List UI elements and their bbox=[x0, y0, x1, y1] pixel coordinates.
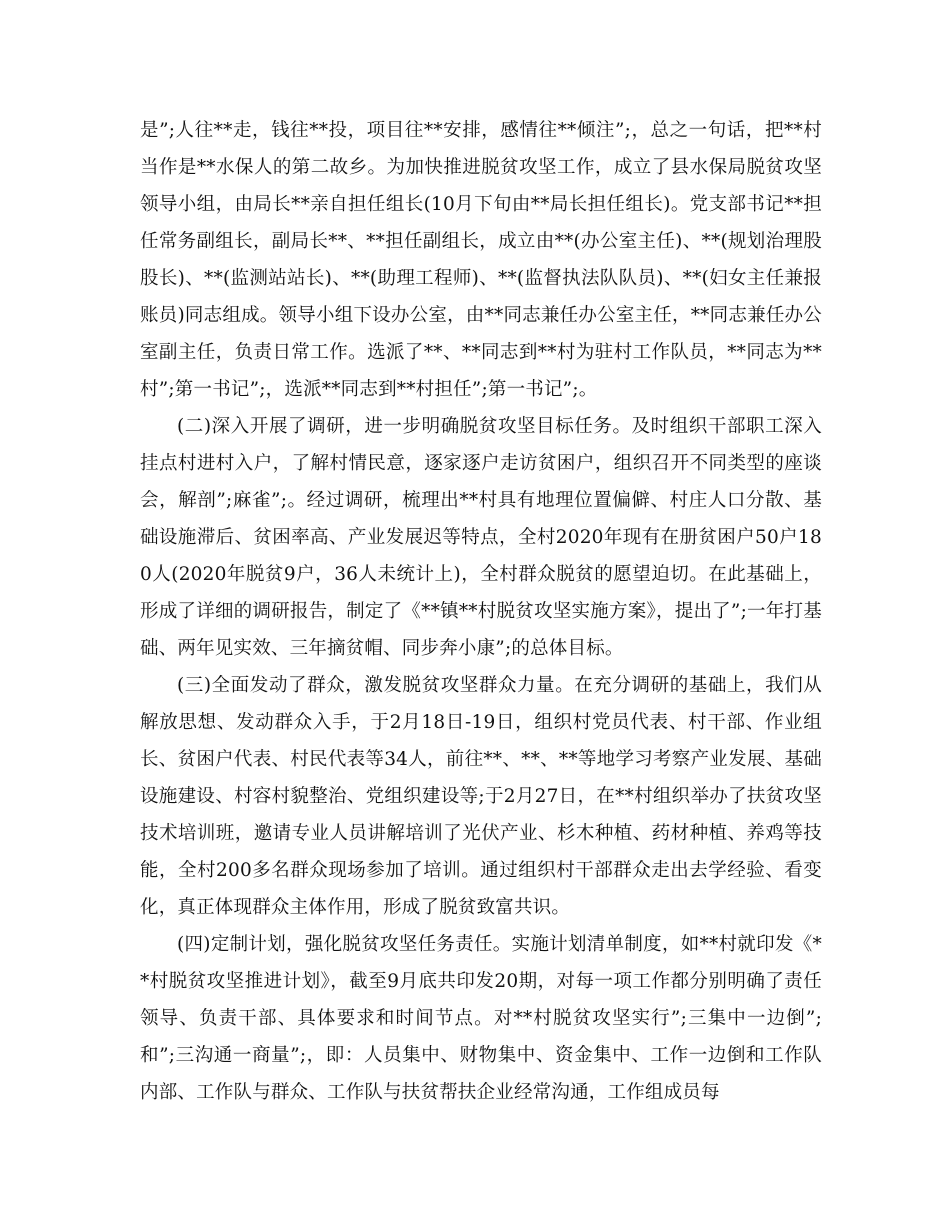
document-page bbox=[140, 112, 822, 1111]
paragraph-section-3: (三)全面发动了群众，激发脱贫攻坚群众力量。在充分调研的基础上，我们从解放思想、发动群众入手，于2月18日-19日，组织村党员代表、村干部、作业组长、贫困户代表、村民代表等34人，前往**、**、**等地学习考察产业发展、基础设施建设、村容村貌整治、党组织建设等;于2月27日，在**村组织举办了扶贫攻坚技术培训班，邀请专业人员讲解培训了光伏产业、杉木种植、药材种植、养鸡等技能，全村200多名群众现场参加了培训。通过组织村干部群众走出去学经验、看变化，真正体现群众主体作用，形成了脱贫致富共识。 bbox=[140, 675, 822, 918]
paragraph-intro-continued: 是”;人往**走，钱往**投，项目往**安排，感情往**倾注”;，总之一句话，把**村当作是**水保人的第二故乡。为加快推进脱贫攻坚工作，成立了县水保局脱贫攻坚领导小组，由局长**亲自担任组长(10月下旬由**局长担任组长)。党支部书记**担任常务副组长，副局长**、**担任副组长，成立由**(办公室主任)、**(规划治理股股长)、**(监测站站长)、**(助理工程师)、**(监督执法队队员)、**(妇女主任兼报账员)同志组成。领导小组下设办公室，由**同志兼任办公室主任，**同志兼任办公室副主任，负责日常工作。选派了**、**同志到**村为驻村工作队员，**同志为**村”;第一书记”;，选派**同志到**村担任”;第一书记”;。 bbox=[140, 120, 822, 400]
paragraph-section-4: (四)定制计划，强化脱贫攻坚任务责任。实施计划清单制度，如**村就印发《**村脱贫攻坚推进计划》，截至9月底共印发20期，对每一项工作都分别明确了责任领导、负责干部、具体要求和时间节点。对**村脱贫攻坚实行”;三集中一边倒”;和”;三沟通一商量”;，即：人员集中、财物集中、资金集中、工作一边倒和工作队内部、工作队与群众、工作队与扶贫帮扶企业经常沟通，工作组成员每 bbox=[140, 934, 822, 1103]
paragraph-section-2: (二)深入开展了调研，进一步明确脱贫攻坚目标任务。及时组织干部职工深入挂点村进村入户，了解村情民意，逐家逐户走访贫困户，组织召开不同类型的座谈会，解剖”;麻雀”;。经过调研，梳理出**村具有地理位置偏僻、村庄人口分散、基础设施滞后、贫困率高、产业发展迟等特点，全村2020年现有在册贫困户50户180人(2020年脱贫9户，36人未统计上)，全村群众脱贫的愿望迫切。在此基础上，形成了详细的调研报告，制定了《**镇**村脱贫攻坚实施方案》，提出了”;一年打基础、两年见实效、三年摘贫帽、同步奔小康”;的总体目标。 bbox=[140, 416, 822, 659]
